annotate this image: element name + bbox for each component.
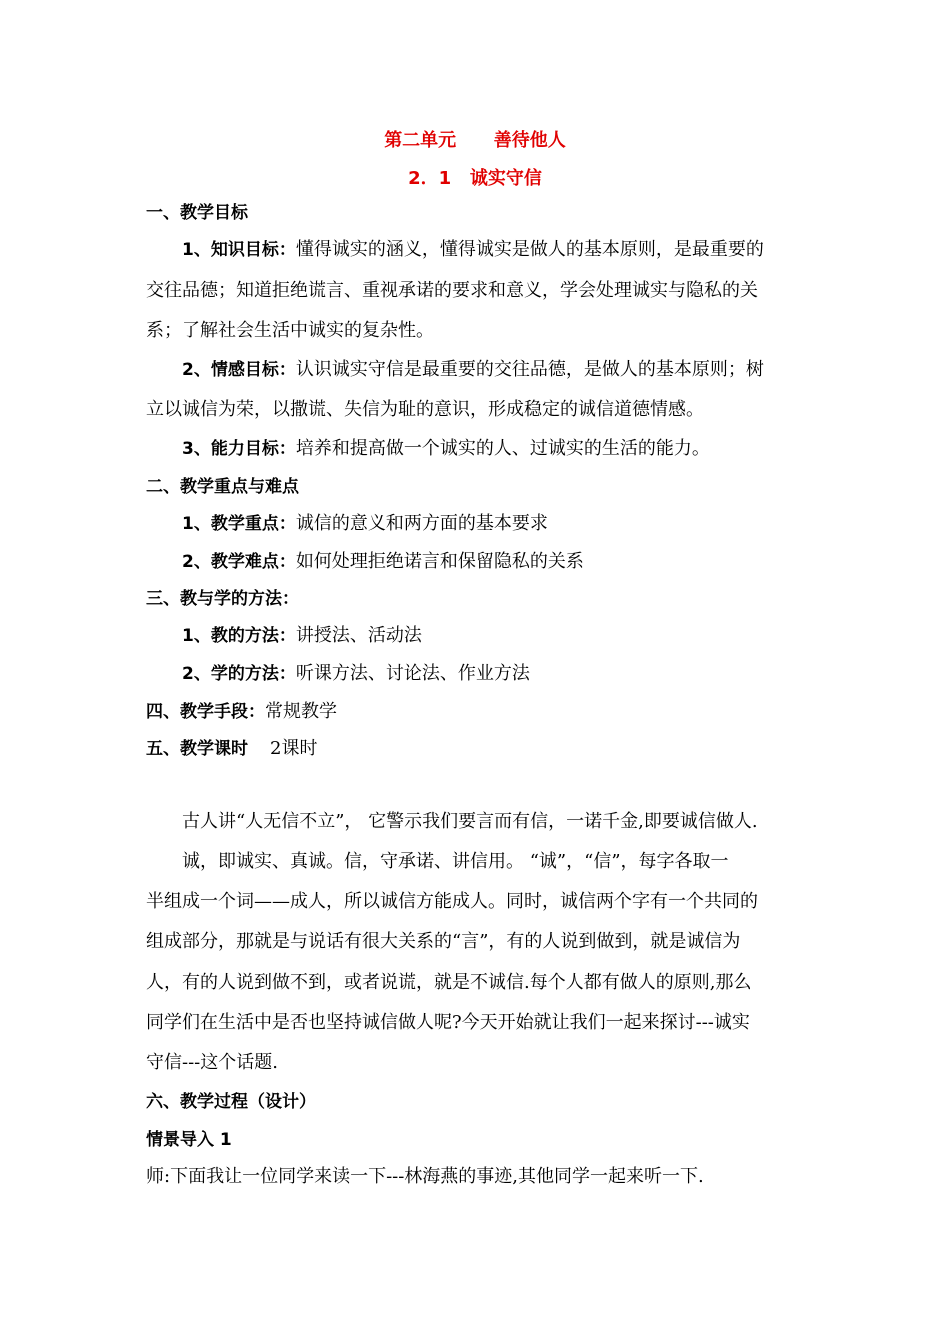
objective-ability [182, 436, 852, 462]
teaching-means-text: 常规教学 [265, 701, 337, 722]
difficult-point [182, 549, 852, 575]
objective-ability-text: 培养和提高做一个诚实的人、过诚实的生活的能力。 [295, 438, 710, 459]
key-point-label: 1、教学重点： [182, 514, 296, 534]
difficult-point-label: 2、教学难点： [182, 552, 296, 572]
lesson-title: 2．1 诚实守信 [408, 168, 542, 189]
class-hours [146, 736, 816, 762]
teaching-means [146, 699, 816, 725]
paragraph-line: 系；了解社会生活中诚实的复杂性。 [146, 320, 434, 341]
key-point [182, 511, 852, 537]
section-heading-process: 六、教学过程（设计） [146, 1092, 316, 1112]
class-hours-text: 2课时 [270, 738, 318, 759]
section-heading-hours: 五、教学课时 [146, 739, 248, 759]
objective-emotion-text: 认识诚实守信是最重要的交往品德，是做人的基本原则；树 [295, 359, 764, 380]
unit-title: 第二单元 善待他人 [384, 130, 566, 151]
section-heading-methods: 三、教与学的方法： [146, 589, 299, 609]
intro-line: 人，有的人说到做不到，或者说谎，就是不诚信.每个人都有做人的原则,那么 [146, 972, 752, 993]
teaching-method-text: 讲授法、活动法 [295, 625, 422, 646]
learning-method-label: 2、学的方法： [182, 664, 296, 684]
objective-knowledge [182, 237, 852, 263]
intro-line: 同学们在生活中是否也坚持诚信做人呢?今天开始就让我们一起来探讨---诚实 [146, 1012, 750, 1033]
paragraph-line: 交往品德；知道拒绝谎言、重视承诺的要求和意义，学会处理诚实与隐私的关 [146, 280, 758, 301]
learning-method [182, 661, 852, 687]
key-point-text: 诚信的意义和两方面的基本要求 [295, 513, 548, 534]
objective-emotion [182, 357, 852, 383]
section-heading-objectives: 一、教学目标 [146, 203, 248, 223]
objective-knowledge-label: 1、知识目标： [182, 240, 296, 260]
scenario-heading: 情景导入 1 [146, 1130, 232, 1150]
objective-ability-label: 3、能力目标： [182, 439, 296, 459]
teaching-method-label: 1、教的方法： [182, 626, 296, 646]
intro-line: 古人讲“人无信不立”， 它警示我们要言而有信，一诺千金,即要诚信做人. [182, 811, 758, 832]
teaching-method [182, 623, 852, 649]
objective-knowledge-text: 懂得诚实的涵义，懂得诚实是做人的基本原则，是最重要的 [295, 239, 764, 260]
teacher-line: 师:下面我让一位同学来读一下---林海燕的事迹,其他同学一起来听一下. [146, 1166, 704, 1187]
section-heading-key-points: 二、教学重点与难点 [146, 477, 299, 497]
intro-line: 诚，即诚实、真诚。信，守承诺、讲信用。 “诚”，“信”，每字各取一 [182, 851, 729, 872]
difficult-point-text: 如何处理拒绝诺言和保留隐私的关系 [295, 551, 584, 572]
learning-method-text: 听课方法、讨论法、作业方法 [295, 663, 530, 684]
intro-line: 组成部分，那就是与说话有很大关系的“言”，有的人说到做到，就是诚信为 [146, 931, 741, 952]
paragraph-line: 立以诚信为荣，以撒谎、失信为耻的意识，形成稳定的诚信道德情感。 [146, 399, 704, 420]
section-heading-means: 四、教学手段： [146, 702, 265, 722]
intro-line: 守信---这个话题. [146, 1052, 278, 1073]
intro-line: 半组成一个词——成人，所以诚信方能成人。同时，诚信两个字有一个共同的 [146, 891, 758, 912]
objective-emotion-label: 2、情感目标： [182, 360, 296, 380]
